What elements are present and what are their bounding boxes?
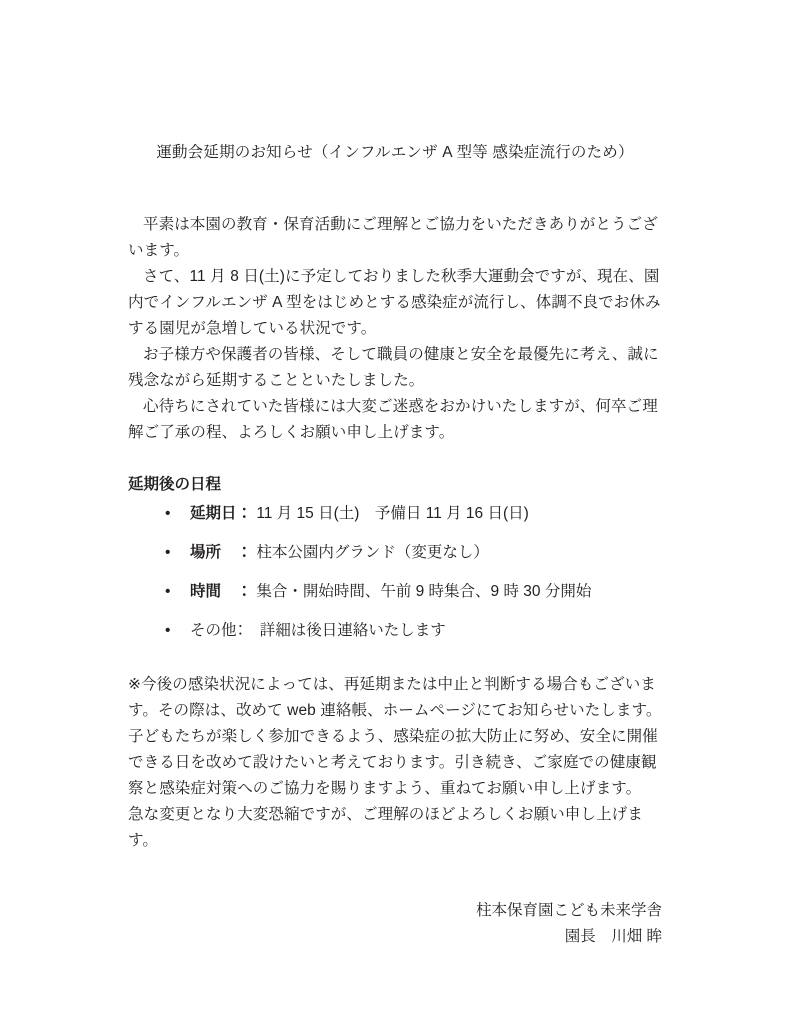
document-content — [128, 0, 662, 950]
closing-paragraph-3: 急な変更となり大変恐縮ですが、ご理解のほどよろしくお願い申し上げます。 — [128, 806, 643, 849]
page-title: 運動会延期のお知らせ（インフルエンザ A 型等 感染症流行のため） — [156, 144, 634, 161]
schedule-item-label: 場所 ： — [190, 544, 253, 561]
bullet-icon: • — [165, 544, 171, 561]
schedule-item-value: 柱本公園内グランド（変更なし） — [252, 544, 489, 561]
schedule-item-value: 詳細は後日連絡いたします — [244, 622, 446, 639]
bullet-icon: • — [165, 505, 171, 522]
signature-organization: 柱本保育園こども未来学舎 — [475, 902, 662, 919]
list-item — [128, 540, 662, 566]
list-item — [128, 579, 662, 605]
list-item — [128, 618, 662, 644]
bullet-icon: • — [165, 583, 171, 600]
schedule-list — [128, 501, 662, 644]
signature-block — [128, 898, 662, 950]
paragraph-4: 心待ちにされていた皆様には大変ご迷惑をおかけいたしますが、何卒ご理解ご了承の程、よろしくお願い申し上げます。 — [128, 398, 658, 441]
schedule-item-value: 11 月 15 日(土) 予備日 11 月 16 日(日) — [252, 505, 529, 522]
closing-paragraphs — [128, 672, 662, 854]
schedule-item-label: 時間 ： — [190, 583, 253, 600]
schedule-item-label: その他： — [190, 622, 245, 639]
list-item — [128, 501, 662, 527]
signature-person: 園長 川畑 眸 — [564, 928, 662, 945]
schedule-heading: 延期後の日程 — [128, 476, 222, 493]
intro-paragraphs — [128, 212, 662, 446]
paragraph-2: さて、11 月 8 日(土)に予定しておりました秋季大運動会ですが、現在、園内でインフルエンザ A 型をはじめとする感染症が流行し、体調不良でお休みする園児が急増している状況です。 — [128, 268, 661, 337]
paragraph-1: 平素は本園の教育・保育活動にご理解とご協力をいただきありがとうございます。 — [128, 216, 658, 259]
closing-paragraph-2: 子どもたちが楽しく参加できるよう、感染症の拡大防止に努め、安全に開催できる日を改めて設けたいと考えております。引き続き、ご家庭での健康観察と感染症対策へのご協力を賜りますよう、重ねてお願い申し上げます。 — [128, 728, 658, 797]
closing-paragraph-1: ※今後の感染状況によっては、再延期または中止と判断する場合もございます。その際は、改めて web 連絡帳、ホームページにてお知らせいたします。 — [128, 676, 662, 719]
paragraph-3: お子様方や保護者の皆様、そして職員の健康と安全を最優先に考え、誠に残念ながら延期することといたしました。 — [128, 346, 659, 389]
schedule-item-value: 集合・開始時間、午前 9 時集合、9 時 30 分開始 — [252, 583, 592, 600]
bullet-icon: • — [165, 622, 171, 639]
schedule-item-label: 延期日： — [190, 505, 253, 522]
